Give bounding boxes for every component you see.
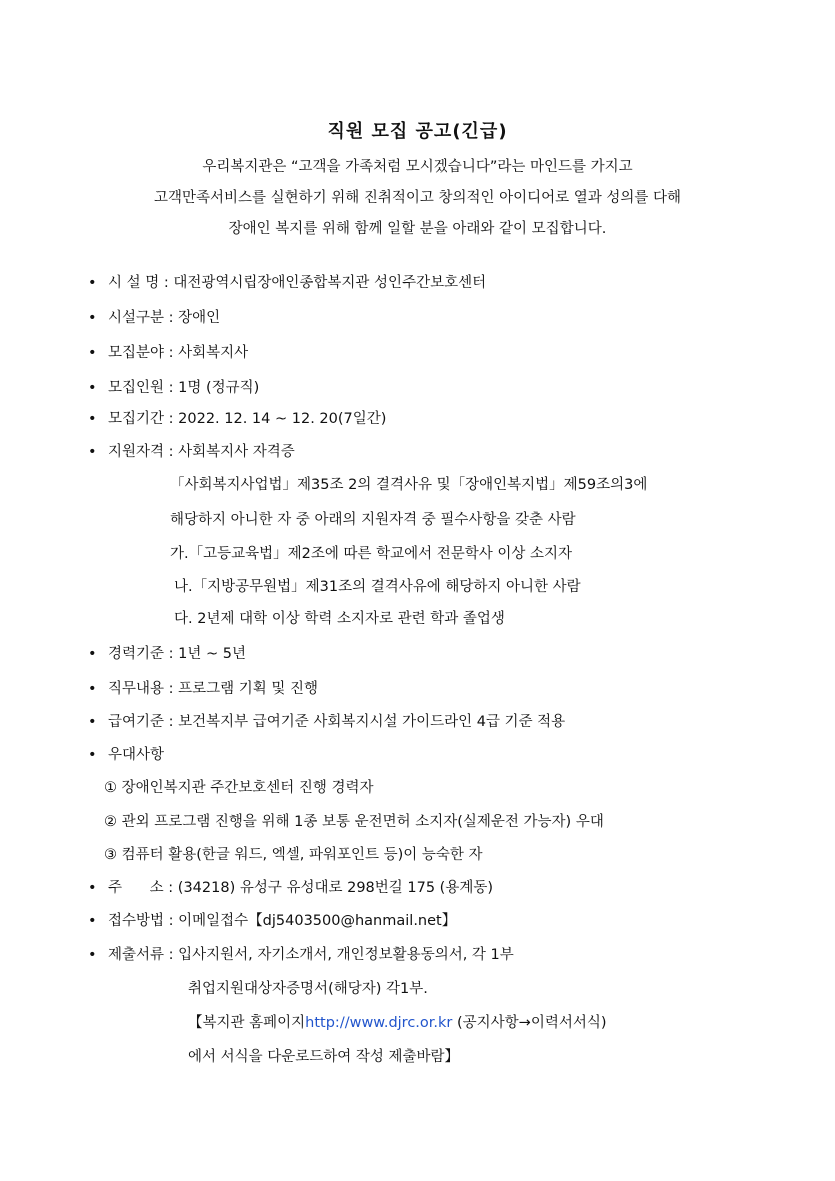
item-label: 우대사항 bbox=[108, 747, 165, 763]
homepage-link[interactable]: http://www.djrc.or.kr bbox=[305, 1015, 453, 1031]
qualification-line: 나.「지방공무원법」제31조의 결격사유에 해당하지 아니한 사람 bbox=[174, 579, 581, 595]
item-label: 시 설 명 : bbox=[108, 275, 169, 291]
intro-line-3: 장애인 복지를 위해 함께 일할 분을 아래와 같이 모집합니다. bbox=[228, 221, 607, 237]
item-value: 1명 (정규직) bbox=[178, 380, 260, 396]
item-label: 제출서류 : bbox=[108, 947, 174, 963]
item-facility bbox=[88, 271, 486, 292]
bullet-icon: • bbox=[88, 880, 97, 896]
qualification-line: 「사회복지사업법」제35조 2의 결격사유 및「장애인복지법」제59조의3에 bbox=[170, 477, 648, 493]
preference-line: ③ 컴퓨터 활용(한글 워드, 엑셀, 파워포인트 등)이 능숙한 자 bbox=[104, 847, 483, 863]
bullet-icon: • bbox=[88, 411, 97, 427]
item-label: 시설구분 : bbox=[108, 310, 174, 326]
item-value: 이메일접수【dj5403500@hanmail.net】 bbox=[178, 913, 457, 929]
item-label: 접수방법 : bbox=[108, 913, 174, 929]
item-label: 경력기준 : bbox=[108, 646, 174, 662]
qualification-line: 해당하지 아니한 자 중 아래의 지원자격 중 필수사항을 갖춘 사람 bbox=[170, 512, 576, 528]
item-value: 사회복지사 자격증 bbox=[178, 444, 295, 460]
bullet-icon: • bbox=[88, 714, 97, 730]
intro-line-1: 우리복지관은 “고객을 가족처럼 모시겠습니다”라는 마인드를 가지고 bbox=[202, 159, 633, 175]
item-headcount bbox=[88, 376, 259, 397]
preference-line: ① 장애인복지관 주간보호센터 진행 경력자 bbox=[104, 780, 374, 796]
item-value: 입사지원서, 자기소개서, 개인정보활용동의서, 각 1부 bbox=[178, 947, 514, 963]
documents-suffix: (공지사항→이력서서식) bbox=[452, 1015, 607, 1031]
documents-line: 취업지원대상자증명서(해당자) 각1부. bbox=[188, 981, 428, 997]
intro-line-2: 고객만족서비스를 실현하기 위해 진취적이고 창의적인 아이디어로 열과 성의를 다해 bbox=[153, 190, 682, 206]
item-documents bbox=[88, 943, 514, 964]
item-field bbox=[88, 341, 248, 362]
item-address bbox=[88, 876, 493, 897]
item-apply bbox=[88, 909, 456, 930]
bullet-icon: • bbox=[88, 275, 97, 291]
bullet-icon: • bbox=[88, 380, 97, 396]
documents-line: 에서 서식을 다운로드하여 작성 제출바람】 bbox=[188, 1049, 460, 1065]
qualification-line: 다. 2년제 대학 이상 학력 소지자로 관련 학과 졸업생 bbox=[174, 611, 505, 627]
preference-line: ② 관외 프로그램 진행을 위해 1종 보통 운전면허 소지자(실제운전 가능자) 우대 bbox=[104, 814, 604, 830]
item-label: 주 소 : bbox=[108, 880, 174, 896]
item-label: 모집인원 : bbox=[108, 380, 174, 396]
item-value: 2022. 12. 14 ~ 12. 20(7일간) bbox=[178, 411, 387, 427]
item-value: 1년 ~ 5년 bbox=[178, 646, 246, 662]
item-value: 사회복지사 bbox=[178, 345, 249, 361]
documents-prefix: 【복지관 홈페이지 bbox=[188, 1015, 306, 1031]
item-label: 급여기준 : bbox=[108, 714, 174, 730]
item-period bbox=[88, 407, 386, 428]
item-value: (34218) 유성구 유성대로 298번길 175 (용계동) bbox=[177, 880, 494, 896]
item-salary bbox=[88, 710, 565, 731]
bullet-icon: • bbox=[88, 310, 97, 326]
item-label: 모집기간 : bbox=[108, 411, 174, 427]
bullet-icon: • bbox=[88, 947, 97, 963]
bullet-icon: • bbox=[88, 747, 97, 763]
item-facility-type bbox=[88, 306, 220, 327]
item-label: 직무내용 : bbox=[108, 681, 174, 697]
item-value: 대전광역시립장애인종합복지관 성인주간보호센터 bbox=[173, 275, 487, 291]
bullet-icon: • bbox=[88, 444, 97, 460]
bullet-icon: • bbox=[88, 646, 97, 662]
item-label: 지원자격 : bbox=[108, 444, 174, 460]
item-value: 장애인 bbox=[178, 310, 221, 326]
item-value: 보건복지부 급여기준 사회복지시설 가이드라인 4급 기준 적용 bbox=[178, 714, 566, 730]
qualification-line: 가.「고등교육법」제2조에 따른 학교에서 전문학사 이상 소지자 bbox=[170, 546, 573, 562]
bullet-icon: • bbox=[88, 345, 97, 361]
bullet-icon: • bbox=[88, 681, 97, 697]
documents-line bbox=[188, 1011, 607, 1032]
item-qualification bbox=[88, 440, 295, 461]
item-experience bbox=[88, 642, 246, 663]
item-preferences bbox=[88, 743, 164, 764]
item-value: 프로그램 기획 및 진행 bbox=[178, 681, 319, 697]
page-title: 직원 모집 공고(긴급) bbox=[327, 121, 508, 142]
item-label: 모집분야 : bbox=[108, 345, 174, 361]
bullet-icon: • bbox=[88, 913, 97, 929]
item-duties bbox=[88, 677, 318, 698]
